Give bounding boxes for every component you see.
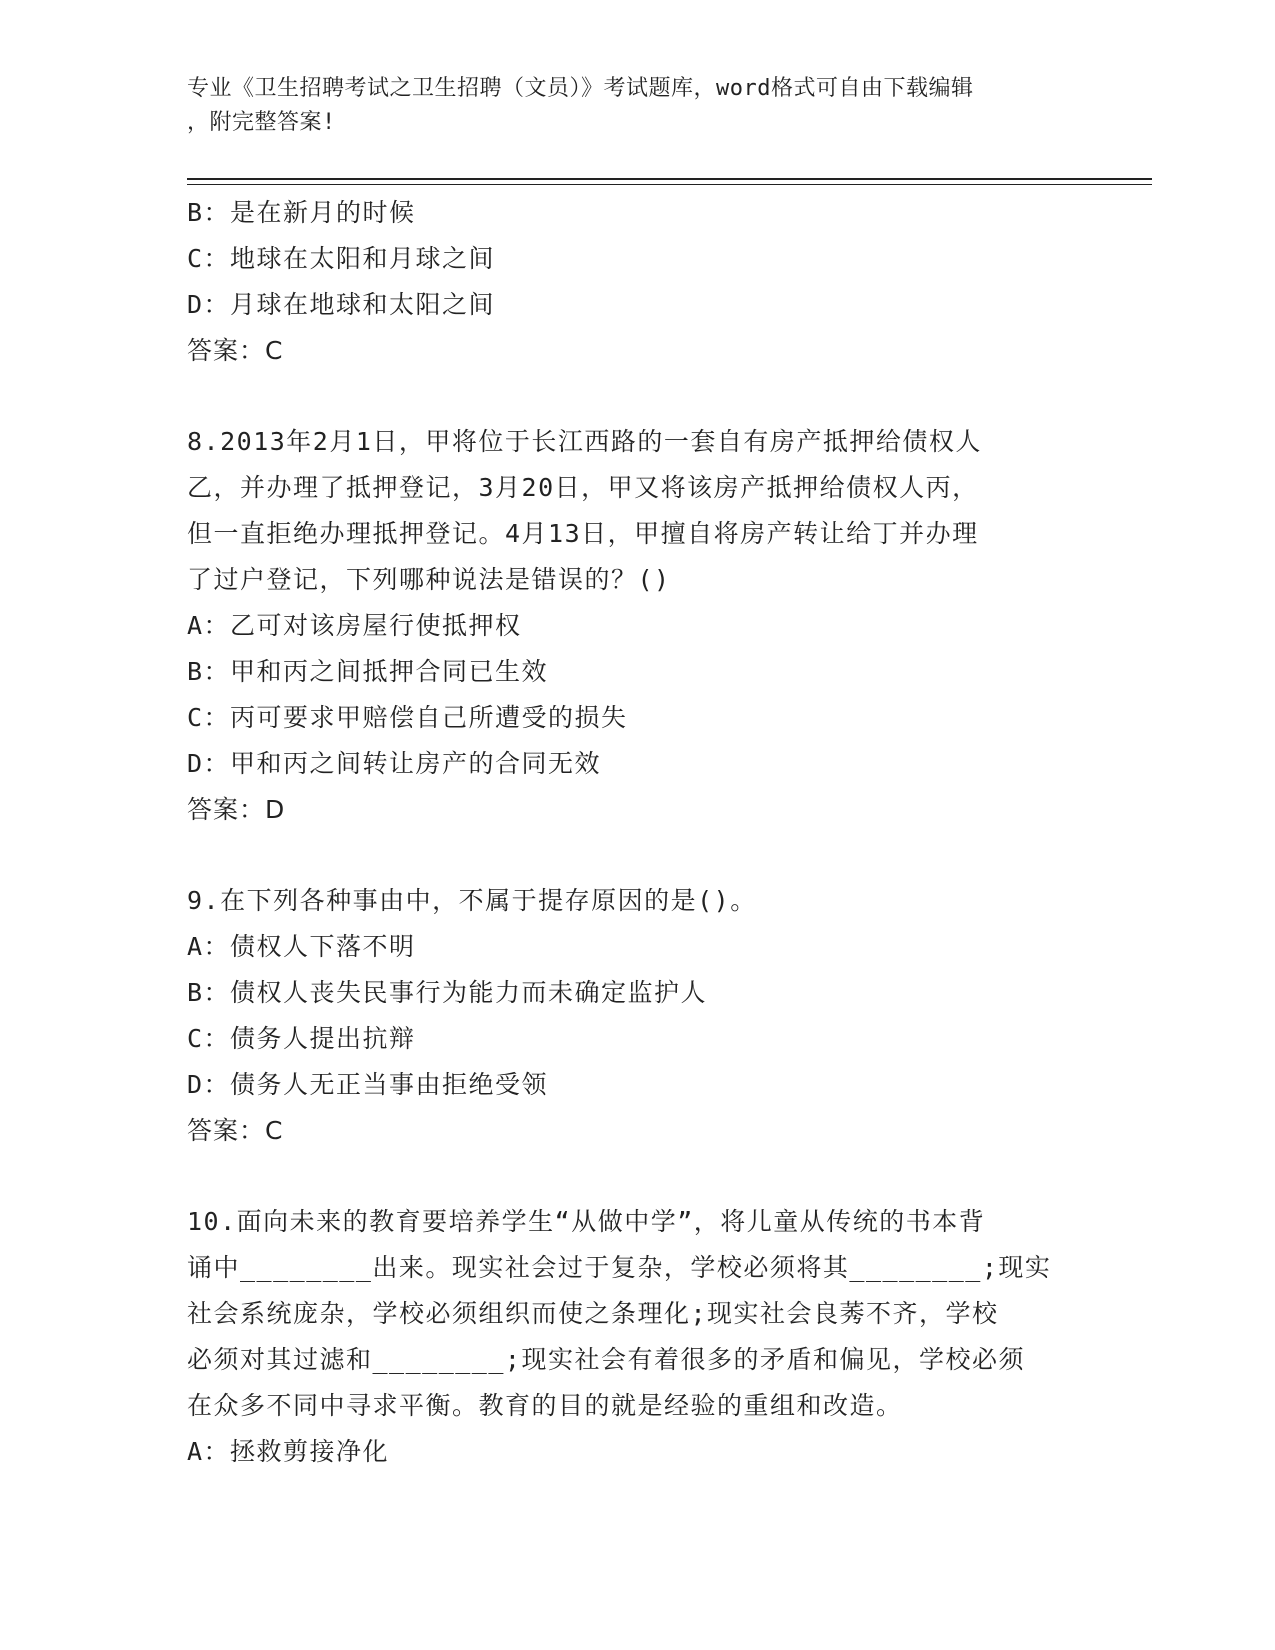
question-stem-line: 必须对其过滤和________;现实社会有着很多的矛盾和偏见，学校必须 xyxy=(187,1345,1025,1374)
option-a: A：债权人下落不明 xyxy=(187,932,416,961)
option-b: B：甲和丙之间抵押合同已生效 xyxy=(187,657,549,686)
question-8 xyxy=(187,419,1087,833)
option-d: D：月球在地球和太阳之间 xyxy=(187,290,496,319)
question-stem-line: 社会系统庞杂，学校必须组织而使之条理化;现实社会良莠不齐，学校 xyxy=(187,1299,999,1328)
answer: 答案：C xyxy=(187,1116,284,1145)
option-b: B：债权人丧失民事行为能力而未确定监护人 xyxy=(187,978,708,1007)
header-line-2: ，附完整答案! xyxy=(187,110,336,135)
answer: 答案：C xyxy=(187,336,284,365)
question-stem-line: 但一直拒绝办理抵押登记。4月13日，甲擅自将房产转让给丁并办理 xyxy=(187,519,979,548)
question-stem-line: 诵中________出来。现实社会过于复杂，学校必须将其________;现实 xyxy=(187,1253,1052,1282)
option-d: D：债务人无正当事由拒绝受领 xyxy=(187,1070,549,1099)
spacer xyxy=(187,833,1087,878)
question-stem-line: 在众多不同中寻求平衡。教育的目的就是经验的重组和改造。 xyxy=(187,1391,903,1420)
header-line-1: 专业《卫生招聘考试之卫生招聘（文员）》考试题库，word格式可自由下载编辑 xyxy=(187,76,974,101)
option-d: D：甲和丙之间转让房产的合同无效 xyxy=(187,749,602,778)
question-stem-line: 10.面向未来的教育要培养学生“从做中学”，将儿童从传统的书本背 xyxy=(187,1207,986,1236)
header-divider-thin xyxy=(187,184,1152,185)
spacer xyxy=(187,1154,1087,1199)
document-header xyxy=(187,72,1087,140)
option-b: B：是在新月的时候 xyxy=(187,198,416,227)
question-stem-line: 乙，并办理了抵押登记，3月20日，甲又将该房产抵押给债权人丙， xyxy=(187,473,979,502)
option-c: C：地球在太阳和月球之间 xyxy=(187,244,496,273)
option-a: A：拯救剪接净化 xyxy=(187,1437,390,1466)
question-stem-line: 了过户登记，下列哪种说法是错误的？() xyxy=(187,565,671,594)
header-divider-thick xyxy=(187,178,1152,180)
question-7-tail xyxy=(187,190,1087,374)
option-c: C：丙可要求甲赔偿自己所遭受的损失 xyxy=(187,703,628,732)
question-10 xyxy=(187,1199,1087,1475)
answer: 答案：D xyxy=(187,795,286,824)
question-stem-line: 8.2013年2月1日，甲将位于长江西路的一套自有房产抵押给债权人 xyxy=(187,427,982,456)
option-c: C：债务人提出抗辩 xyxy=(187,1024,416,1053)
question-content xyxy=(187,190,1087,1475)
spacer xyxy=(187,374,1087,419)
question-stem-line: 9.在下列各种事由中，不属于提存原因的是()。 xyxy=(187,886,757,915)
option-a: A：乙可对该房屋行使抵押权 xyxy=(187,611,522,640)
question-9 xyxy=(187,878,1087,1154)
